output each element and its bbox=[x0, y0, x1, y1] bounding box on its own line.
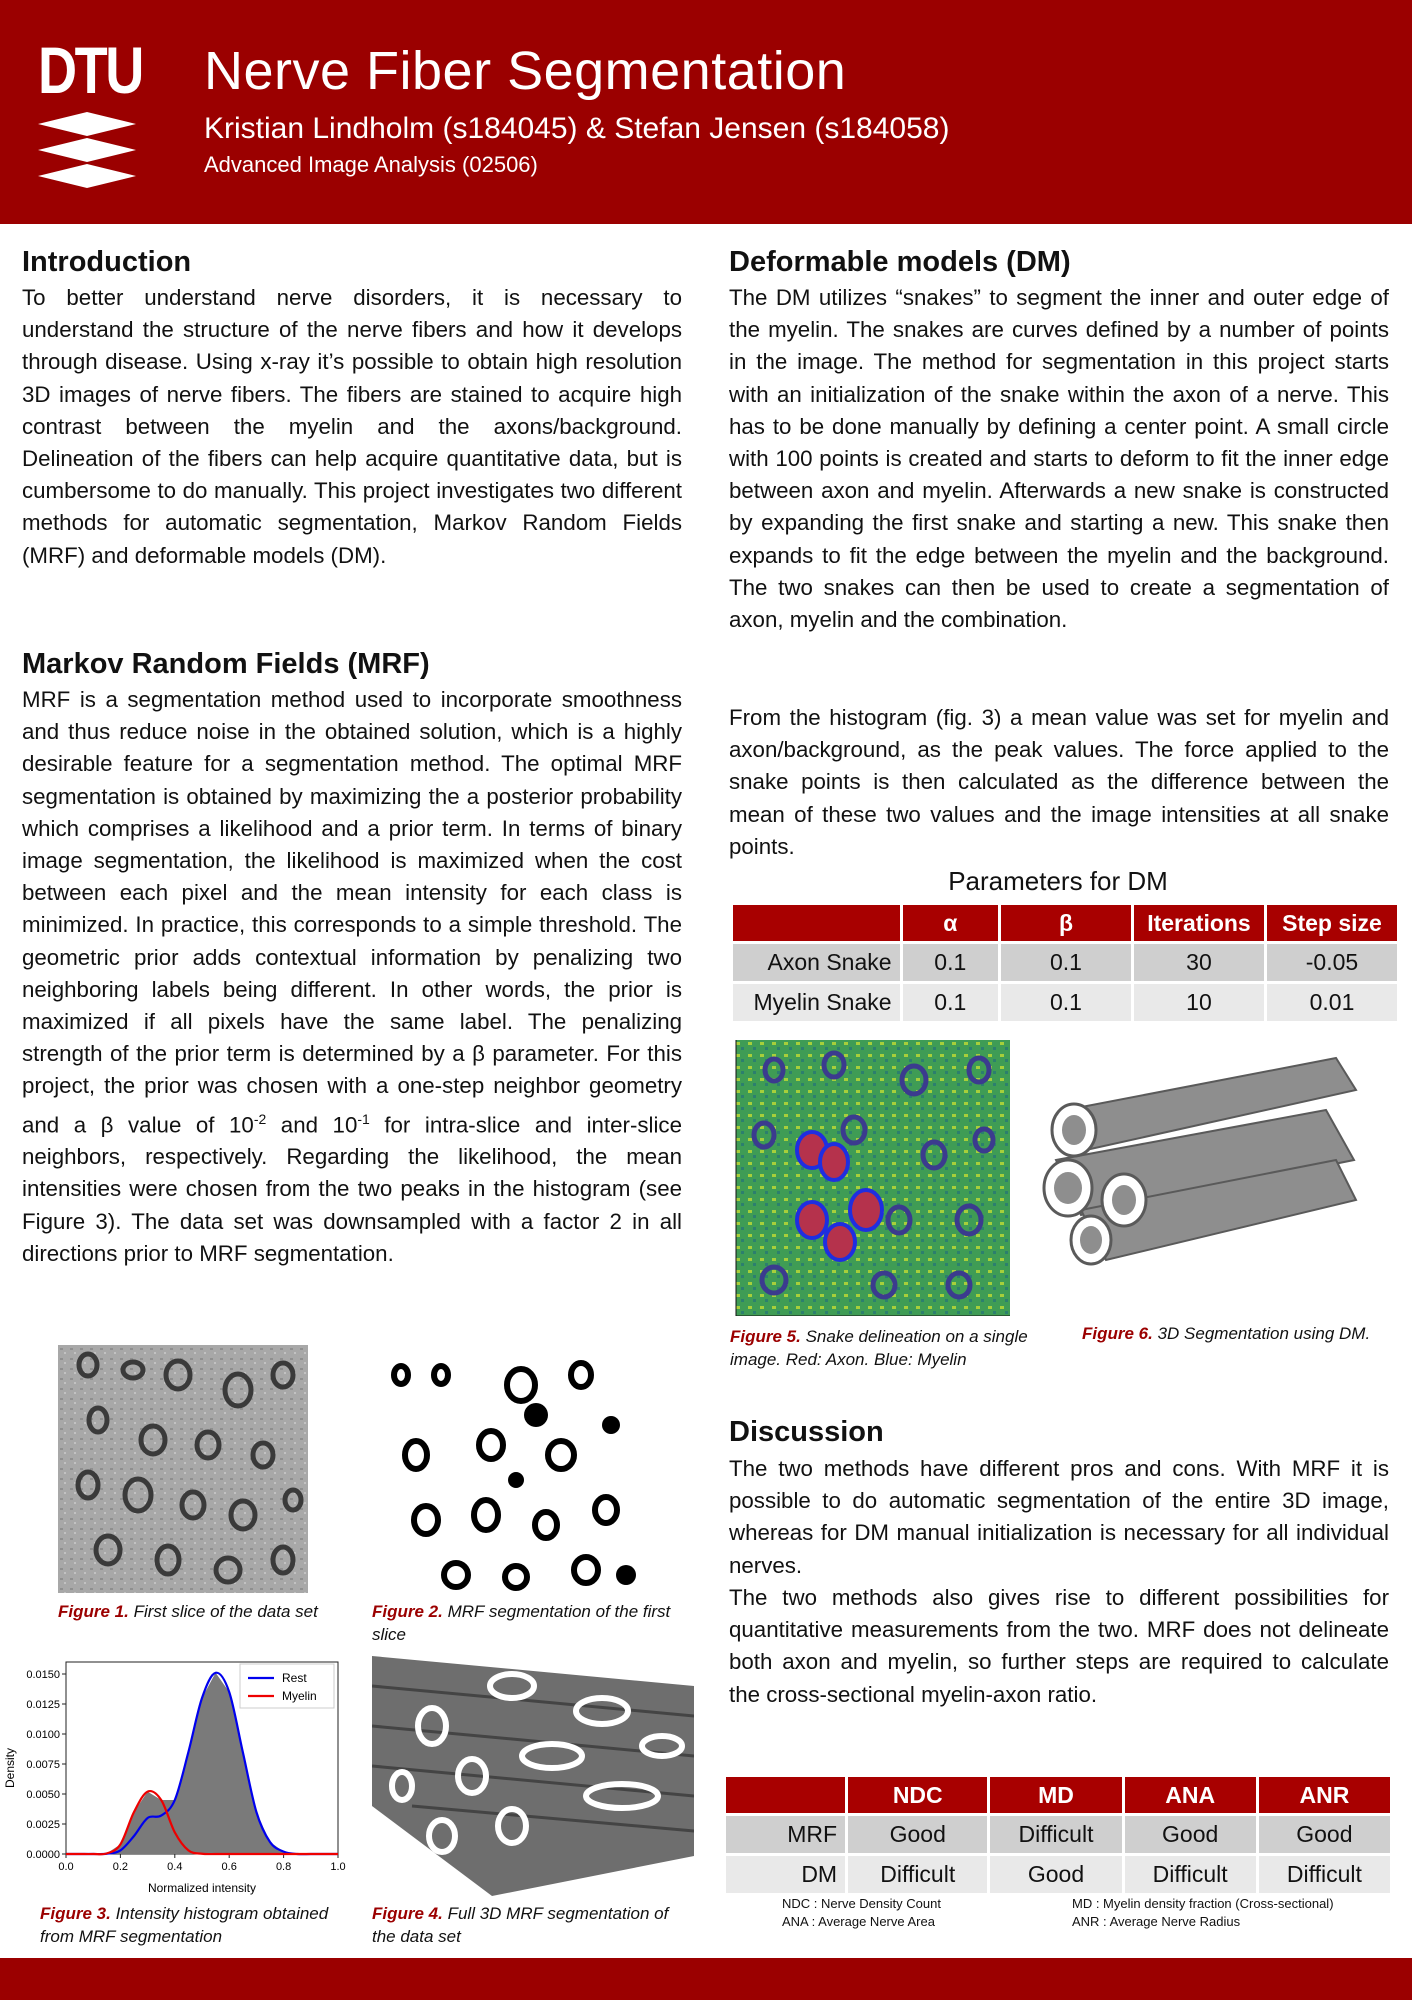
figure-5-caption: Figure 5. Snake delineation on a single image. Red: Axon. Blue: Myelin bbox=[730, 1327, 1028, 1369]
chart-xlabel: Normalized intensity bbox=[147, 1881, 257, 1895]
mrf-heading: Markov Random Fields (MRF) bbox=[22, 648, 430, 680]
params-cell: 10 bbox=[1134, 981, 1264, 1021]
y-tick-label: 0.0150 bbox=[26, 1669, 60, 1681]
params-cell: Myelin Snake bbox=[733, 981, 900, 1021]
compare-cell: Difficult bbox=[990, 1813, 1121, 1853]
dtu-logo: DTU bbox=[38, 33, 142, 107]
x-tick-label: 1.0 bbox=[330, 1861, 346, 1873]
x-tick-label: 0.8 bbox=[275, 1861, 292, 1873]
compare-cell: Difficult bbox=[848, 1853, 987, 1893]
comparison-table bbox=[723, 1777, 1393, 1893]
abbr-ndc: NDC : Nerve Density Count bbox=[782, 1896, 941, 1911]
compare-header-row bbox=[726, 1777, 1390, 1813]
compare-cell: DM bbox=[726, 1853, 845, 1893]
figure-1-image bbox=[58, 1345, 308, 1593]
discussion-heading: Discussion bbox=[729, 1416, 884, 1448]
compare-cell: Good bbox=[990, 1853, 1121, 1893]
abbr-ana: ANA : Average Nerve Area bbox=[782, 1914, 935, 1929]
poster-authors: Kristian Lindholm (s184045) & Stefan Jensen (s184058) bbox=[204, 112, 950, 145]
params-table bbox=[730, 905, 1400, 1021]
figure-1-caption: Figure 1. First slice of the data set bbox=[58, 1602, 318, 1621]
compare-row bbox=[726, 1813, 1390, 1853]
compare-cell: MRF bbox=[726, 1813, 845, 1853]
x-tick-label: 0.2 bbox=[112, 1861, 129, 1873]
x-tick-label: 0.0 bbox=[58, 1861, 74, 1873]
params-cell: Axon Snake bbox=[733, 941, 900, 981]
footer-banner bbox=[0, 1958, 1412, 2000]
compare-cell: Good bbox=[848, 1813, 987, 1853]
figure-2-image bbox=[386, 1345, 636, 1593]
y-tick-label: 0.0050 bbox=[26, 1789, 60, 1801]
compare-header-cell: NDC bbox=[848, 1777, 987, 1813]
x-tick-label: 0.6 bbox=[221, 1861, 237, 1873]
compare-cell: Difficult bbox=[1125, 1853, 1256, 1893]
discussion-text-2: The two methods also gives rise to different possibilities for quantitative measurements from the two. MRF does not delineate both axon and myelin, so further steps are required to calculate the cross-sectional myelin-axon ratio. bbox=[729, 1585, 1389, 1707]
params-header-cell bbox=[733, 905, 900, 941]
params-cell: 0.1 bbox=[1001, 941, 1131, 981]
figure-3-chart bbox=[0, 1652, 352, 1902]
abbr-md: MD : Myelin density fraction (Cross-sectional) bbox=[1072, 1896, 1334, 1911]
params-header-cell: α bbox=[903, 905, 998, 941]
intro-text: To better understand nerve disorders, it is necessary to understand the structure of the nerve fibers and how it develops through disease. Using x-ray it’s possible to obtain high resolution 3D images of nerve fibers. The fibers are stained to acquire high contrast between the myelin and the axons/background. Delineation of the fibers can help acquire quantitative data, but is cumbersome to do manually. This project investigates two different methods for automatic segmentation, Markov Random Fields (MRF) and deformable models (DM). bbox=[22, 285, 682, 568]
figure-6-image bbox=[1036, 1050, 1366, 1290]
params-cell: 0.1 bbox=[903, 981, 998, 1021]
params-cell: 30 bbox=[1134, 941, 1264, 981]
y-tick-label: 0.0000 bbox=[26, 1849, 60, 1861]
params-header-cell: β bbox=[1001, 905, 1131, 941]
abbr-anr: ANR : Average Nerve Radius bbox=[1072, 1914, 1241, 1929]
compare-cell: Difficult bbox=[1259, 1853, 1390, 1893]
compare-header-cell: MD bbox=[990, 1777, 1121, 1813]
compare-header-cell bbox=[726, 1777, 845, 1813]
dm-heading: Deformable models (DM) bbox=[729, 246, 1071, 278]
poster-course: Advanced Image Analysis (02506) bbox=[204, 152, 538, 177]
compare-cell: Good bbox=[1259, 1813, 1390, 1853]
params-cell: -0.05 bbox=[1267, 941, 1397, 981]
discussion-text-1: The two methods have different pros and cons. With MRF it is possible to do automatic segmentation of the entire 3D image, whereas for DM manual initialization is necessary for all individual nerves. bbox=[729, 1456, 1389, 1578]
dtu-logo-mark bbox=[34, 110, 140, 192]
figure-2-caption: Figure 2. MRF segmentation of the first slice bbox=[372, 1602, 671, 1644]
x-tick-label: 0.4 bbox=[167, 1861, 183, 1873]
dm-text-2: From the histogram (fig. 3) a mean value was set for myelin and axon/background, as the peak values. The force applied to the snake points is then calculated as the difference between the mean of these two values and the image intensities at all snake points. bbox=[729, 705, 1389, 859]
params-header-cell: Iterations bbox=[1134, 905, 1264, 941]
params-cell: 0.1 bbox=[1001, 981, 1131, 1021]
y-tick-label: 0.0125 bbox=[26, 1699, 60, 1711]
params-header-cell: Step size bbox=[1267, 905, 1397, 941]
compare-header-cell: ANA bbox=[1125, 1777, 1256, 1813]
params-cell: 0.01 bbox=[1267, 981, 1397, 1021]
params-title: Parameters for DM bbox=[948, 866, 1168, 896]
compare-row bbox=[726, 1853, 1390, 1893]
figure-5-image bbox=[734, 1040, 1010, 1316]
params-cell: 0.1 bbox=[903, 941, 998, 981]
chart-legend bbox=[240, 1664, 334, 1708]
params-header-row bbox=[733, 905, 1397, 941]
y-tick-label: 0.0100 bbox=[26, 1729, 60, 1741]
figure-4-caption: Figure 4. Full 3D MRF segmentation of the data set bbox=[372, 1904, 669, 1946]
params-row bbox=[733, 941, 1397, 981]
dm-text-1: The DM utilizes “snakes” to segment the inner and outer edge of the myelin. The snakes are curves defined by a number of points in the image. The method for segmentation in this project starts with an initialization of the snake within the axon of a nerve. This has to be done manually by defining a center point. A small circle with 100 points is created and starts to deform to fit the inner edge between axon and myelin. Afterwards a new snake is constructed by expanding the first snake and starting a new. This snake then expands to fit the edge between the myelin and the background. The two snakes can then be used to create a segmentation of axon, myelin and the combination. bbox=[729, 285, 1389, 633]
figure-6-caption: Figure 6. 3D Segmentation using DM. bbox=[1082, 1324, 1371, 1343]
legend-myelin: Myelin bbox=[282, 1689, 317, 1703]
figure-3-caption: Figure 3. Intensity histogram obtained from MRF segmentation bbox=[40, 1904, 329, 1946]
y-tick-label: 0.0075 bbox=[26, 1759, 60, 1771]
params-row bbox=[733, 981, 1397, 1021]
compare-cell: Good bbox=[1125, 1813, 1256, 1853]
poster-title: Nerve Fiber Segmentation bbox=[204, 41, 847, 101]
mrf-text: MRF is a segmentation method used to incorporate smoothness and thus reduce noise in the obtained solution, which is a highly desirable feature for a segmentation method. The optimal MRF segmentation is obtained by maximizing the a posterior probability which comprises a likelihood and a prior term. In terms of binary image segmentation, the likelihood is maximized when the cost between each pixel and the mean intensity for each class is minimized. In practice, this corresponds to a simple threshold. The geometric prior adds contextual information by penalizing two neighboring labels being different. In other words, the prior is maximized if all pixels have the same label. The penalizing strength of the prior term is determined by a β parameter. For this project, the prior was chosen with a one-step neighbor geometry and a β value of $10^{-2}$ and $10^{-1}$ for intra-slice and inter-slice neighbors, respectively. Regarding the likelihood, the mean intensities were chosen from the two peaks in the histogram (see Figure 3). The data set was downsampled with a factor 2 in all directions prior to MRF segmentation. bbox=[22, 687, 682, 1266]
compare-header-cell: ANR bbox=[1259, 1777, 1390, 1813]
intro-heading: Introduction bbox=[22, 246, 192, 278]
y-tick-label: 0.0025 bbox=[26, 1819, 60, 1831]
figure-4-image bbox=[372, 1656, 694, 1896]
legend-rest: Rest bbox=[282, 1671, 307, 1685]
chart-ylabel: Density bbox=[3, 1747, 17, 1789]
